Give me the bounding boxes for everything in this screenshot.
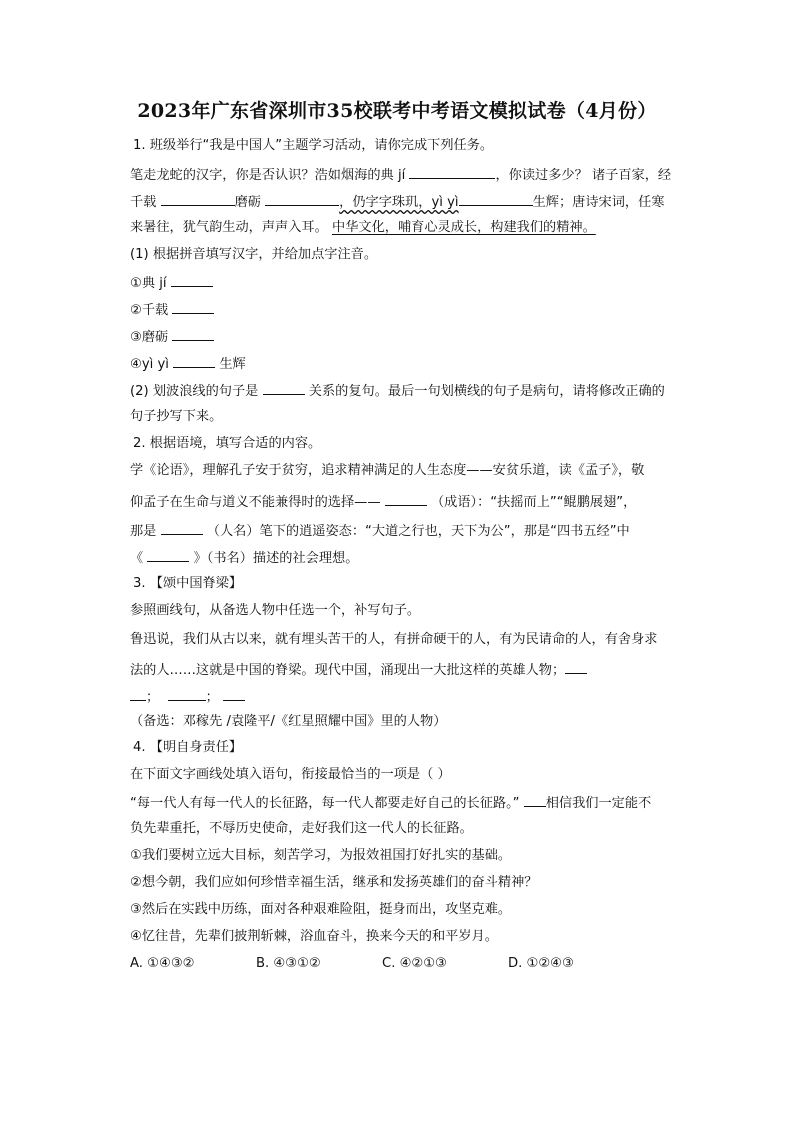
q1-passage-line-1: 笔走龙蛇的汉字，你是否认识？浩如烟海的典 jí ，你读过多少？ 诸子百家，经 bbox=[130, 164, 671, 186]
q2-line-1: 学《论语》，理解孔子安于贫穷，追求精神满足的人生态度——安贫乐道，读《孟子》，敬 bbox=[130, 463, 645, 478]
answer-blank-4[interactable] bbox=[173, 353, 215, 368]
q3-line-1: 参照画线句，从备选人物中任选一个，补写句子。 bbox=[130, 603, 421, 618]
q1-passage-line-2: 千载 磨砺 ，仍字字珠玑，yì yì 生辉；唐诗宋词，任寒 bbox=[130, 191, 664, 213]
q1-item-1: ①典 jí bbox=[130, 272, 213, 294]
q2-line-2: 仰孟子在生命与道义不能兼得时的选择—— （成语）：“扶摇而上”“鲲鹏展翅”， bbox=[130, 491, 636, 513]
q3-heading: 3. 【颂中国脊梁】 bbox=[133, 576, 243, 591]
idiom-blank[interactable] bbox=[385, 491, 427, 506]
q4-sentence-1: ①我们要树立远大目标，刻苦学习，为报效祖国打好扎实的基础。 bbox=[130, 848, 512, 863]
insert-blank[interactable] bbox=[524, 792, 546, 807]
faulty-sentence: 中华文化，哺育心灵成长，构建我们的精神。 bbox=[332, 220, 596, 235]
blank-moli[interactable] bbox=[265, 191, 339, 206]
q4-options bbox=[130, 954, 634, 974]
q3-line-3: 法的人……这就是中国的脊梁。现代中国，涌现出一大批这样的英雄人物； bbox=[130, 659, 587, 681]
q1-passage-line-3: 来暑往，犹气韵生动，声声入耳。 中华文化，哺育心灵成长，构建我们的精神。 bbox=[130, 220, 596, 235]
q1-sub2-cont: 句子抄写下来。 bbox=[130, 409, 223, 424]
option-a[interactable]: A. ①④③② bbox=[130, 956, 195, 971]
relation-blank[interactable] bbox=[263, 380, 305, 395]
q4-line-2: “每一代人有每一代人的长征路，每一代人都要走好自己的长征路。” 相信我们一定能不 bbox=[130, 792, 651, 814]
person-blank[interactable] bbox=[161, 520, 203, 535]
q4-line-3: 负先辈重托，不辱历史使命，走好我们这一代人的长征路。 bbox=[130, 821, 473, 836]
blank-dianji[interactable] bbox=[409, 164, 495, 179]
hero-blank-1b[interactable] bbox=[130, 686, 146, 701]
option-c[interactable]: C. ④②①③ bbox=[382, 956, 447, 971]
q2-line-3: 那是 （人名）笔下的逍遥姿态：“大道之行也，天下为公”，那是“四书五经”中 bbox=[130, 520, 630, 542]
hero-blank-3[interactable] bbox=[223, 686, 245, 701]
hero-blank-1a[interactable] bbox=[565, 659, 587, 674]
q3-candidates: （备选：邓稼先 /袁隆平/《红星照耀中国》里的人物） bbox=[130, 714, 447, 729]
q2-line-4: 《 》（书名）描述的社会理想。 bbox=[130, 547, 358, 569]
q1-item-4: ④yì yì 生辉 bbox=[130, 353, 246, 375]
answer-blank-3[interactable] bbox=[172, 326, 214, 341]
blank-yiyi[interactable] bbox=[459, 191, 533, 206]
q4-sentence-3: ③然后在实践中历练，面对各种艰难险阻，挺身而出，攻坚克难。 bbox=[130, 902, 512, 917]
q4-sentence-4: ④忆往昔，先辈们披荆斩棘，浴血奋斗，换来今天的和平岁月。 bbox=[130, 929, 498, 944]
q1-sub1: (1) 根据拼音填写汉字，并给加点字注音。 bbox=[130, 247, 378, 262]
q2-heading: 2. 根据语境，填写合适的内容。 bbox=[133, 436, 322, 451]
q1-sub2: (2) 划波浪线的句子是 关系的复句。最后一句划横线的句子是病句，请将修改正确的 bbox=[130, 380, 665, 402]
answer-blank-1[interactable] bbox=[171, 272, 213, 287]
q3-line-2: 鲁迅说，我们从古以来，就有埋头苦干的人，有拼命硬干的人，有为民请命的人，有舍身求 bbox=[130, 632, 658, 647]
q1-item-3: ③磨砺 bbox=[130, 326, 214, 348]
q4-sentence-2: ②想今朝，我们应如何珍惜幸福生活，继承和发扬英雄们的奋斗精神？ bbox=[130, 875, 538, 890]
option-d[interactable]: D. ①②④③ bbox=[508, 956, 574, 971]
page-title: 2023年广东省深圳市35校联考中考语文模拟试卷（4月份） bbox=[137, 100, 657, 122]
q3-line-4: ； ； bbox=[130, 686, 245, 708]
option-b[interactable]: B. ④③①② bbox=[256, 956, 321, 971]
q4-heading: 4. 【明自身责任】 bbox=[133, 740, 243, 755]
answer-blank-2[interactable] bbox=[172, 299, 214, 314]
hero-blank-2[interactable] bbox=[168, 686, 206, 701]
q4-line-1: 在下面文字画线处填入语句，衔接最恰当的一项是（ ） bbox=[130, 767, 451, 782]
blank-qianzai[interactable] bbox=[161, 191, 235, 206]
q1-heading: 1. 班级举行“我是中国人”主题学习活动，请你完成下列任务。 bbox=[133, 138, 494, 153]
book-blank[interactable] bbox=[147, 547, 189, 562]
q1-item-2: ②千载 bbox=[130, 299, 214, 321]
